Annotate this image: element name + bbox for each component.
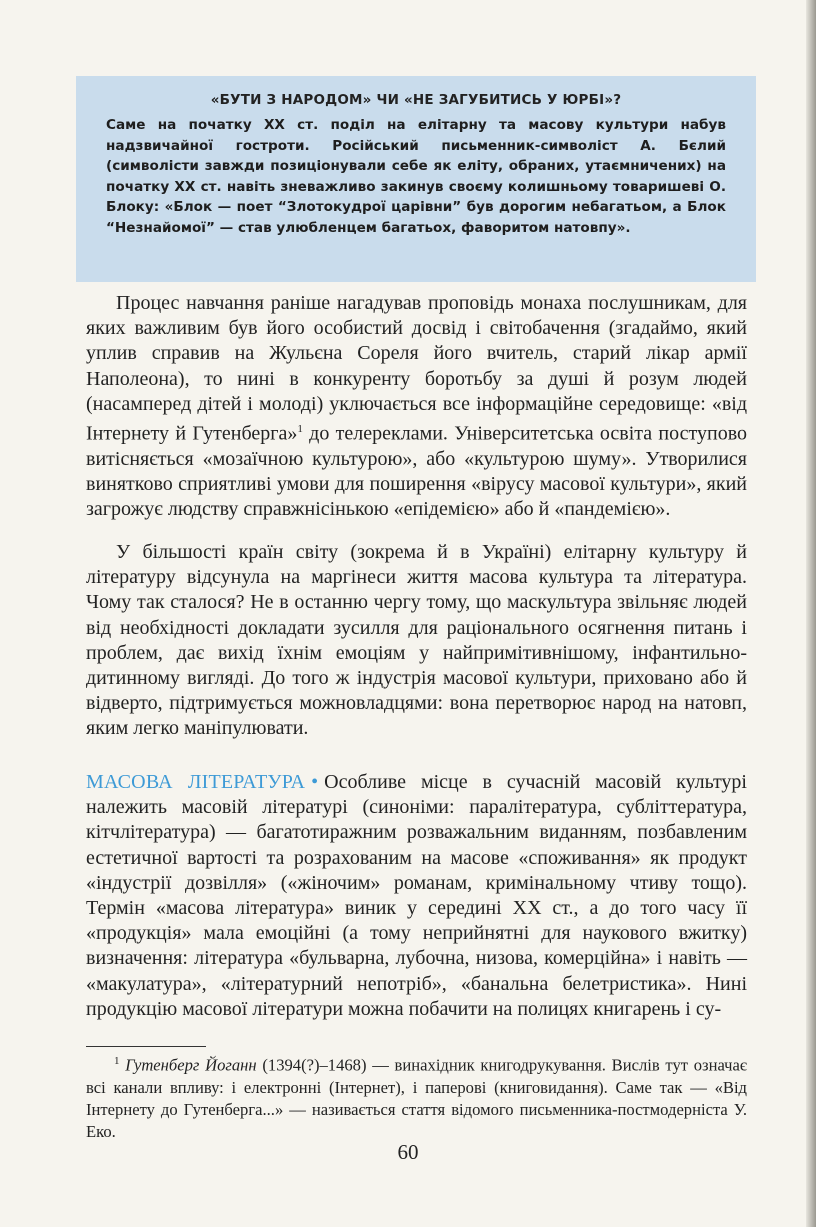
- paragraph-2: У більшості країн світу (зокрема й в Україні) елітарну культуру й літературу відсунула на маргінеси життя масова культура та література. Чому так сталося? Не в останню чергу тому, що маскультура звільняє людей від необхідності докладати зусилля для раціонального осягнення питань і проблем, дає вихід їхнім емоціям у найпримітивнішому, інфантильно-дитинному вигляді. До того ж індустрія масової культури, приховано або й відверто, підтримується можновладцями: вона перетворює народ на натовп, яким легко маніпулювати.: [86, 541, 747, 740]
- paragraph-1: [86, 291, 747, 522]
- page-number: 60: [397, 1140, 419, 1164]
- page-edge: [806, 0, 816, 1227]
- sidebar-text: Саме на початку ХХ ст. поділ на елітарну та масову культури набув надзвичайної гостроти. Російський письменник-символіст А. Бєлий (символісти завжди позиціонували себе як еліту, обраних, утаємничених) на початку ХХ ст. навіть зневажливо закинув своєму колишньому товаришеві О. Блоку: «Блок — поет “Злотокудрої царівни” був дорогим небагатьом, а Блок “Незнайомої” — став улюбленцем багатьох, фаворитом натовпу».: [106, 117, 726, 236]
- paragraph-3: [86, 770, 747, 1022]
- footnote-name: Гутенберг Йоганн: [125, 1055, 257, 1075]
- footnote: [86, 1050, 747, 1143]
- section-heading: МАСОВА ЛІТЕРАТУРА: [86, 771, 306, 793]
- paragraph-1-text: Процес навчання раніше нагадував проповідь монаха послушникам, для яких важливим був його особистий досвід і світобачення (згадаймо, який уплив справив на Жульєна Сореля його вчитель, старий лікар армії Наполеона), то нині в конкуренту боротьбу за душі й розум людей (насамперед дітей і молоді) уключається все інформаційне середовище: «від Інтернету й Гутенберга»: [86, 292, 747, 445]
- sidebar-box: [76, 76, 756, 282]
- footnote-divider: [86, 1046, 206, 1047]
- bullet-icon: •: [311, 771, 319, 793]
- paragraph-1-tail: до телереклами. Університетська освіта поступово витісняється «мозаїчною культурою», або «культурою шуму». Утворилися винятково сприятливі умови для поширення «вірусу масової культури», який загрожує людству справжнісінькою «епідемією» або й «пандемією».: [86, 422, 747, 521]
- footnote-ref: 1: [297, 423, 303, 436]
- paragraph-3-text: Особливе місце в сучасній масовій культурі належить масовій літературі (синоніми: паралітература, субліттература, кітчлітература) — багатотиражним розважальним виданням, позбавленим естетичної вартості та розрахованим на масове «споживання» як продукт «індустрії дозвілля» («жіночим» романам, кримінальному чтиву тощо). Термін «масова література» виник у середині ХХ ст., а до того часу її «продукція» мала емоційні (а тому неприйнятні для наукового вжитку) визначення: література «бульварна, лубочна, низова, комерційна» і навіть — «макулатура», «літературний непотріб», «банальна белетристика». Нині продукцію масової літератури можна побачити на полицях книгарень і су-: [86, 771, 747, 1020]
- sidebar-title: «БУТИ З НАРОДОМ» ЧИ «НЕ ЗАГУБИТИСЬ У ЮРБІ»?: [210, 92, 622, 108]
- footnote-text: (1394(?)–1468) — винахідник книгодрукування. Вислів тут означає всі канали впливу: і електронні (Інтернет), і паперові (книговидання). Саме так — «Від Інтернету до Гутенберга...» — називається стаття відомого письменника-постмодерніста У. Еко.: [86, 1055, 747, 1141]
- footnote-marker: 1: [114, 1055, 120, 1067]
